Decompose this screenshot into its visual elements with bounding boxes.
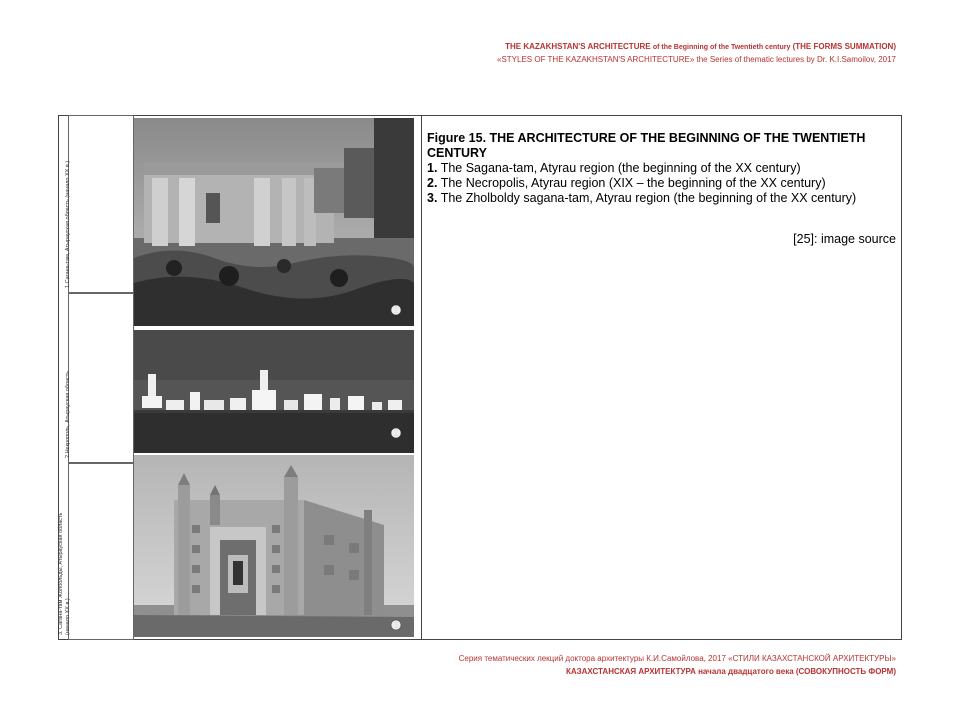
side-label-cell-1 bbox=[65, 115, 134, 293]
caption-item-1-text: The Sagana-tam, Atyrau region (the beginning of the XX century) bbox=[440, 161, 801, 175]
footer-series-line: Серия тематических лекций доктора архитектуры К.И.Самойлова, 2017 «СТИЛИ КАЗАХСТАНСКОЙ АРХИТЕКТУРЫ» bbox=[458, 654, 896, 663]
caption-item-2-text: The Necropolis, Atyrau region (XIX – the beginning of the XX century) bbox=[440, 176, 826, 190]
photo-necropolis bbox=[134, 330, 414, 453]
figure-caption bbox=[427, 131, 897, 206]
header-end: (THE FORMS SUMMATION) bbox=[792, 42, 896, 51]
footer-title-line: КАЗАХСТАНСКАЯ АРХИТЕКТУРА начала двадцатого века (СОВОКУПНОСТЬ ФОРМ) bbox=[565, 667, 896, 676]
caption-item-3-num: 3. bbox=[427, 191, 438, 205]
photo-zholboldy-image bbox=[134, 455, 414, 637]
header-main: THE KAZAKHSTAN'S ARCHITECTURE bbox=[505, 42, 651, 51]
side-label-1: 1.Сагана-там, Атырауская область (начало XX в.) bbox=[65, 160, 71, 288]
photo-necropolis-image bbox=[134, 330, 414, 453]
photo-number-1: 1 bbox=[393, 305, 399, 315]
image-source: [25]: image source bbox=[793, 232, 896, 246]
photo-sagana-tam bbox=[134, 118, 414, 326]
caption-item-2 bbox=[427, 176, 897, 191]
caption-title: Figure 15. THE ARCHITECTURE OF THE BEGINNING OF THE TWENTIETH CENTURY bbox=[427, 131, 866, 160]
header-title-line bbox=[505, 41, 896, 53]
side-label-cell-2 bbox=[65, 293, 134, 463]
side-label-3: 3. Сагана-там Жолбольды, Атырауская область (начало XX в.) bbox=[58, 512, 71, 635]
caption-item-1 bbox=[427, 161, 897, 176]
caption-item-1-num: 1. bbox=[427, 161, 438, 175]
caption-item-3-text: The Zholboldy sagana-tam, Atyrau region (the beginning of the XX century) bbox=[440, 191, 857, 205]
photo-sagana-tam-image bbox=[134, 118, 414, 326]
column-divider bbox=[421, 115, 422, 640]
photo-number-3: 3 bbox=[393, 620, 399, 630]
header-mid: of the Beginning of the Twentieth century bbox=[652, 44, 791, 51]
side-label-cell-3 bbox=[58, 463, 134, 640]
side-label-2: 2.Некрополь, Атырауская область bbox=[65, 370, 71, 458]
header-series-line: «STYLES OF THE KAZAKHSTAN'S ARCHITECTURE» the Series of thematic lectures by Dr. K.I.Samoilov, 2017 bbox=[497, 55, 896, 64]
photo-number-2: 2 bbox=[393, 428, 399, 438]
photo-zholboldy bbox=[134, 455, 414, 637]
caption-item-3 bbox=[427, 191, 897, 206]
caption-item-2-num: 2. bbox=[427, 176, 438, 190]
